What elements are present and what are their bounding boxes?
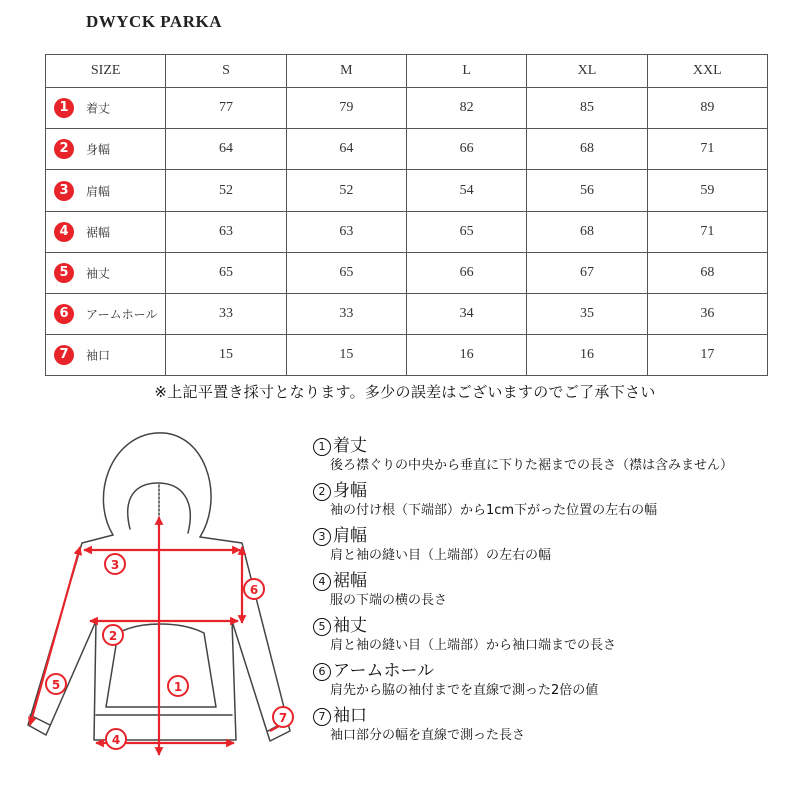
row-name: 裾幅 xyxy=(86,225,111,240)
table-cell: 65 xyxy=(406,211,526,252)
definition-number: 5 xyxy=(313,618,331,636)
table-cell: 68 xyxy=(527,129,647,170)
table-cell: 64 xyxy=(286,129,406,170)
table-cell: 16 xyxy=(406,334,526,375)
table-cell: 16 xyxy=(527,334,647,375)
table-cell: 77 xyxy=(166,88,286,129)
header-cell-s: S xyxy=(166,55,286,88)
diagram-label-4: 4 xyxy=(111,733,121,747)
definition-title xyxy=(313,706,803,727)
table-cell: 63 xyxy=(286,211,406,252)
table-cell: 33 xyxy=(166,293,286,334)
row-name: 身幅 xyxy=(86,142,111,157)
measure-lines xyxy=(30,517,292,755)
table-cell: 52 xyxy=(286,170,406,211)
table-cell: 66 xyxy=(406,252,526,293)
size-table xyxy=(45,54,768,376)
diagram-label-5: 5 xyxy=(51,678,61,692)
definition-name: 肩幅 xyxy=(333,526,367,546)
measurement-note: ※上記平置き採寸となります。多少の誤差はございますのでご了承下さい xyxy=(154,383,656,401)
table-cell: 71 xyxy=(647,129,767,170)
definition-desc: 服の下端の横の長さ xyxy=(330,593,448,608)
table-cell: 34 xyxy=(406,293,526,334)
row-label xyxy=(46,211,166,252)
definition-title xyxy=(313,616,803,637)
table-cell: 68 xyxy=(647,252,767,293)
definition-desc: 肩と袖の縫い目（上端部）の左右の幅 xyxy=(330,548,552,563)
table-row xyxy=(46,334,768,375)
diagram-label-7: 7 xyxy=(278,711,288,725)
table-cell: 65 xyxy=(286,252,406,293)
row-label xyxy=(46,252,166,293)
row-name: 袖丈 xyxy=(86,266,111,281)
row-name: 着丈 xyxy=(86,101,111,116)
definition-desc: 肩と袖の縫い目（上端部）から袖口端までの長さ xyxy=(330,638,617,653)
definition-desc: 袖の付け根（下端部）から1cm下がった位置の左右の幅 xyxy=(330,503,658,518)
definition-title xyxy=(313,481,803,502)
definition-name: 袖口 xyxy=(333,706,367,726)
number-badge: 1 xyxy=(54,98,74,118)
row-name: アームホール xyxy=(86,307,158,322)
definition-title xyxy=(313,661,803,682)
hood-outline xyxy=(103,433,211,537)
definition-number: 2 xyxy=(313,483,331,501)
row-label xyxy=(46,88,166,129)
table-row xyxy=(46,129,768,170)
table-cell: 63 xyxy=(166,211,286,252)
definition-name: 裾幅 xyxy=(333,571,367,591)
definition-title xyxy=(313,526,803,547)
number-badge: 6 xyxy=(54,304,74,324)
table-header-row xyxy=(46,55,768,88)
header-cell-size: SIZE xyxy=(46,55,166,88)
table-cell: 89 xyxy=(647,88,767,129)
definition-name: 着丈 xyxy=(333,436,367,456)
definition-item xyxy=(313,571,803,610)
definition-number: 7 xyxy=(313,708,331,726)
definition-item xyxy=(313,436,803,475)
definition-name: 身幅 xyxy=(333,481,367,501)
row-label xyxy=(46,293,166,334)
number-badge: 2 xyxy=(54,139,74,159)
table-cell: 85 xyxy=(527,88,647,129)
row-name: 肩幅 xyxy=(86,184,111,198)
definition-item xyxy=(313,616,803,655)
table-cell: 68 xyxy=(527,211,647,252)
diagram-label-6: 6 xyxy=(249,583,259,597)
definition-title xyxy=(313,436,803,457)
table-cell: 33 xyxy=(286,293,406,334)
row-label xyxy=(46,334,166,375)
table-cell: 36 xyxy=(647,293,767,334)
table-row xyxy=(46,252,768,293)
table-cell: 66 xyxy=(406,129,526,170)
measure-line-sleeve xyxy=(30,547,80,725)
header-cell-xl: XL xyxy=(527,55,647,88)
table-cell: 71 xyxy=(647,211,767,252)
definition-item xyxy=(313,706,803,745)
definition-desc: 肩先から脇の袖付までを直線で測った2倍の値 xyxy=(330,683,599,698)
table-cell: 59 xyxy=(647,170,767,211)
header-cell-l: L xyxy=(406,55,526,88)
diagram-label-2: 2 xyxy=(108,629,118,643)
number-badge: 5 xyxy=(54,263,74,283)
definition-item xyxy=(313,526,803,565)
table-cell: 79 xyxy=(286,88,406,129)
definition-number: 4 xyxy=(313,573,331,591)
definition-name: アームホール xyxy=(333,661,435,681)
table-cell: 17 xyxy=(647,334,767,375)
table-cell: 15 xyxy=(166,334,286,375)
definition-item xyxy=(313,661,803,700)
header-cell-m: M xyxy=(286,55,406,88)
table-cell: 82 xyxy=(406,88,526,129)
diagram-label-3: 3 xyxy=(110,558,120,572)
definition-number: 6 xyxy=(313,663,331,681)
row-label xyxy=(46,129,166,170)
table-row xyxy=(46,88,768,129)
measurement-definitions xyxy=(313,436,803,751)
table-cell: 52 xyxy=(166,170,286,211)
table-cell: 56 xyxy=(527,170,647,211)
table-cell: 54 xyxy=(406,170,526,211)
table-cell: 65 xyxy=(166,252,286,293)
row-label xyxy=(46,170,166,211)
table-cell: 15 xyxy=(286,334,406,375)
definition-desc: 袖口部分の幅を直線で測った長さ xyxy=(330,728,526,743)
definition-number: 3 xyxy=(313,528,331,546)
table-cell: 67 xyxy=(527,252,647,293)
row-name: 袖口 xyxy=(86,348,111,363)
number-badge: 7 xyxy=(54,345,74,365)
number-badge: 4 xyxy=(54,222,74,242)
definition-item xyxy=(313,481,803,520)
product-title: DWYCK PARKA xyxy=(86,12,222,31)
definition-number: 1 xyxy=(313,438,331,456)
table-cell: 35 xyxy=(527,293,647,334)
table-row xyxy=(46,211,768,252)
table-cell: 64 xyxy=(166,129,286,170)
parka-diagram xyxy=(18,425,310,765)
number-badge: 3 xyxy=(54,181,74,201)
table-row xyxy=(46,170,768,211)
table-row xyxy=(46,293,768,334)
definition-name: 袖丈 xyxy=(333,616,367,636)
diagram-label-1: 1 xyxy=(173,680,183,694)
header-cell-xxl: XXL xyxy=(647,55,767,88)
definition-title xyxy=(313,571,803,592)
definition-desc: 後ろ襟ぐりの中央から垂直に下りた裾までの長さ（襟は含みません） xyxy=(330,458,734,473)
